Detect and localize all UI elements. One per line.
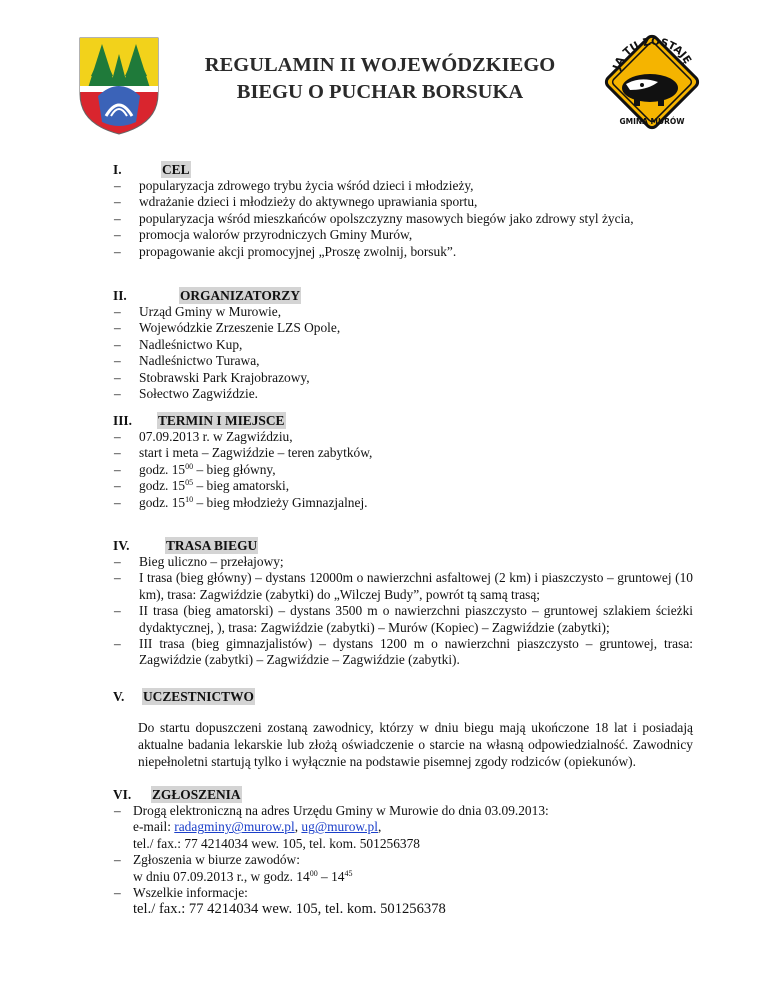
section-termin-i-miejsce: [113, 412, 693, 511]
section-label: TERMIN I MIEJSCE: [158, 413, 285, 428]
list-item: [113, 478, 693, 494]
registration-list: [113, 803, 693, 918]
badge-arc-text: JA TU ZOSTAJĘ: [610, 35, 694, 72]
time-text: godz. 15: [139, 461, 186, 477]
email-link-ug[interactable]: ug@murow.pl: [301, 819, 378, 835]
section-heading: [113, 537, 693, 554]
time-description: – bieg główny,: [193, 461, 276, 477]
page-title: [160, 52, 600, 106]
time-minutes: 05: [185, 478, 194, 488]
section-heading: [113, 688, 693, 705]
gmina-coat-of-arms: [78, 36, 160, 136]
list-item: – 07.09.2013 r. w Zagwiździu,: [113, 429, 693, 445]
time-minutes: 10: [185, 494, 194, 504]
section-cel: [113, 161, 693, 260]
list-item: – popularyzacja zdrowego trybu życia wśród dzieci i młodzieży,: [113, 178, 693, 194]
list-item: – Stobrawski Park Krajobrazowy,: [113, 370, 693, 386]
section-number: IV.: [113, 538, 130, 553]
time-minutes: 45: [344, 868, 353, 878]
info-label: – Wszelkie informacje:: [133, 885, 248, 901]
office-hours-to: – 14: [317, 868, 345, 884]
list-item: – I trasa (bieg główny) – dystans 12000m o nawierzchni asfaltowej (2 km) i piaszczysto – gruntowej (10 km), trasa: Zagwiździe (zabytki) do „Wilczej Budy”, powrót tą samą trasą;: [113, 570, 693, 603]
email-prefix: e-mail:: [133, 819, 175, 835]
badge-bottom-text: GMINA MURÓW: [619, 117, 685, 126]
title-line-1: REGULAMIN II WOJEWÓDZKIEGO: [204, 54, 556, 76]
time-description: – bieg amatorski,: [193, 478, 290, 494]
list-item: – Bieg uliczno – przełajowy;: [113, 554, 693, 570]
list-item: – Wojewódzkie Zrzeszenie LZS Opole,: [113, 320, 693, 336]
goal-list: [113, 178, 693, 260]
section-trasa-biegu: [113, 537, 693, 669]
list-item: – start i meta – Zagwiździe – teren zabytków,: [113, 445, 693, 461]
list-item: – Nadleśnictwo Turawa,: [113, 353, 693, 369]
time-minutes: 00: [185, 461, 194, 471]
list-item: – III trasa (bieg gimnazjalistów) – dystans 1200 m o nawierzchni piaszczysto – gruntowej, trasa: Zagwiździe (zabytki) – Zagwiździe – Zagwiździe (zabytki).: [113, 636, 693, 669]
gmina-murow-badger-logo: [596, 26, 708, 138]
section-label: ZGŁOSZENIA: [152, 787, 241, 802]
section-number: I.: [113, 162, 122, 177]
registration-office-text: – Zgłoszenia w biurze zawodów:: [133, 852, 300, 868]
list-item: [113, 803, 693, 852]
list-item: – wdrażanie dzieci i młodzieży do aktywnego uprawiania sportu,: [113, 194, 693, 210]
time-text: godz. 15: [139, 494, 186, 510]
section-uczestnictwo: [113, 688, 693, 771]
list-item: – promocja walorów przyrodniczych Gminy Murów,: [113, 227, 693, 243]
list-item: – Urząd Gminy w Murowie,: [113, 304, 693, 320]
organizers-list: [113, 304, 693, 402]
route-list: [113, 554, 693, 669]
list-item: – II trasa (bieg amatorski) – dystans 3500 m o nawierzchni piaszczysto – gruntowej szlakiem ścieżki dydaktycznej, ), trasa: Zagwiździe (zabytki) – Murów (Kopiec) – Zagwiździe (zabytki);: [113, 603, 693, 636]
section-label: UCZESTNICTWO: [143, 689, 254, 704]
time-description: – bieg młodzieży Gimnazjalnej.: [193, 494, 368, 510]
phone-fax-text: tel./ fax.: 77 4214034 wew. 105, tel. kom. 501256378: [133, 835, 420, 851]
list-item: – Nadleśnictwo Kup,: [113, 337, 693, 353]
list-item: [113, 462, 693, 478]
section-number: III.: [113, 413, 132, 428]
section-organizatorzy: [113, 287, 693, 402]
list-item: [113, 495, 693, 511]
section-label: CEL: [162, 162, 190, 177]
section-label: ORGANIZATORZY: [180, 288, 301, 303]
participation-text: Do startu dopuszczeni zostaną zawodnicy, którzy w dniu biegu mają ukończone 18 lat i posiadają aktualne badania lekarskie lub złożą oświadczenie o starcie na własną odpowiedzialność. Zawodnicy niepełnoletni startują tylko i wyłącznie na podstawie pisemnej zgody rodziców (opiekunów).: [138, 720, 693, 770]
list-item: [113, 885, 693, 918]
section-heading: [113, 287, 693, 304]
time-minutes: 00: [309, 868, 318, 878]
section-heading: [113, 161, 693, 178]
section-zgloszenia: [113, 786, 693, 918]
time-text: godz. 15: [139, 478, 186, 494]
email-link-radagminy[interactable]: radagminy@murow.pl: [174, 819, 295, 835]
email-separator: ,: [294, 819, 302, 835]
list-item: [113, 852, 693, 885]
schedule-list: [113, 429, 693, 511]
office-hours-text: w dniu 07.09.2013 r., w godz. 14: [133, 868, 310, 884]
section-number: VI.: [113, 787, 132, 802]
info-phone-text: tel./ fax.: 77 4214034 wew. 105, tel. kom. 501256378: [133, 901, 446, 918]
section-number: V.: [113, 689, 125, 704]
section-label: TRASA BIEGU: [166, 538, 258, 553]
registration-online-text: – Drogą elektroniczną na adres Urzędu Gminy w Murowie do dnia 03.09.2013:: [133, 803, 549, 818]
list-item: – popularyzacja wśród mieszkańców opolszczyzny masowych biegów jako zdrowy styl życia,: [113, 211, 693, 227]
title-line-2: BIEGU O PUCHAR BORSUKA: [236, 81, 524, 103]
list-item: – propagowanie akcji promocyjnej „Proszę zwolnij, borsuk”.: [113, 244, 693, 260]
email-suffix: ,: [377, 819, 382, 835]
list-item: – Sołectwo Zagwiździe.: [113, 386, 693, 402]
section-number: II.: [113, 288, 127, 303]
section-heading: [113, 786, 693, 803]
section-heading: [113, 412, 693, 429]
